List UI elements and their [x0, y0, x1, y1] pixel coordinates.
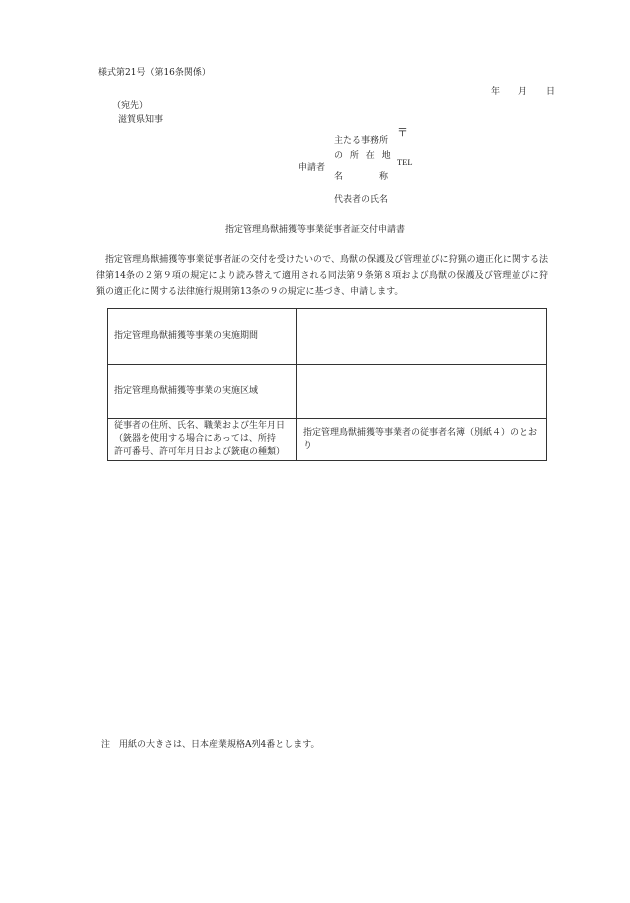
name-char-1: 名 — [334, 172, 344, 182]
implementation-period-value — [297, 309, 547, 365]
office-address-label-line2: の 所 在 地 — [334, 151, 393, 161]
implementation-area-label: 指定管理鳥獣捕獲等事業の実施区域 — [108, 365, 297, 419]
worker-details-label — [108, 419, 297, 461]
paper-size-note: 注 用紙の大きさは、日本産業規格A列4番とします。 — [101, 740, 320, 750]
application-body-text: 指定管理鳥獣捕獲等事業従事者証の交付を受けたいので、鳥獣の保護及び管理並びに狩猟の適正化に関する法律第14条の２第９項の規定により読み替えて適用される同法第９条第８項および鳥獣の保護及び管理並びに狩猟の適正化に関する法律施行規則第13条の９の規定に基づき、申請します。 — [96, 255, 548, 297]
office-address-label-line1: 主たる事務所 — [334, 136, 389, 146]
table-row — [108, 419, 547, 461]
date-month-label: 月 — [518, 87, 528, 97]
implementation-period-label: 指定管理鳥獣捕獲等事業の実施期間 — [108, 309, 297, 365]
worker-details-label-line2: （銃器を使用する場合にあっては、所持 — [114, 434, 276, 444]
applicant-label: 申請者 — [298, 163, 326, 173]
representative-name-label: 代表者の氏名 — [334, 195, 389, 205]
name-char-2: 称 — [378, 172, 388, 182]
postal-mark: 〒 — [397, 126, 408, 139]
implementation-area-value — [297, 365, 547, 419]
table-row — [108, 309, 547, 365]
form-number: 様式第21号（第16条関係） — [98, 68, 211, 78]
date-year-label: 年 — [491, 87, 501, 97]
application-info-table — [107, 308, 547, 461]
worker-details-label-line3: 許可番号、許可年月日および銃砲の種類） — [114, 447, 286, 457]
addressee-label: （宛先） — [112, 101, 149, 111]
document-title: 指定管理鳥獣捕獲等事業従事者証交付申請書 — [224, 225, 405, 235]
tel-label: TEL — [397, 157, 413, 167]
organization-name-label — [334, 172, 388, 183]
worker-details-value: 指定管理鳥獣捕獲等事業者の従事者名簿（別紙４）のとおり — [297, 419, 547, 461]
worker-details-label-line1: 従事者の住所、氏名、職業および生年月日 — [114, 421, 286, 431]
table-row — [108, 365, 547, 419]
governor-name: 滋賀県知事 — [118, 115, 164, 125]
date-day-label: 日 — [546, 87, 556, 97]
